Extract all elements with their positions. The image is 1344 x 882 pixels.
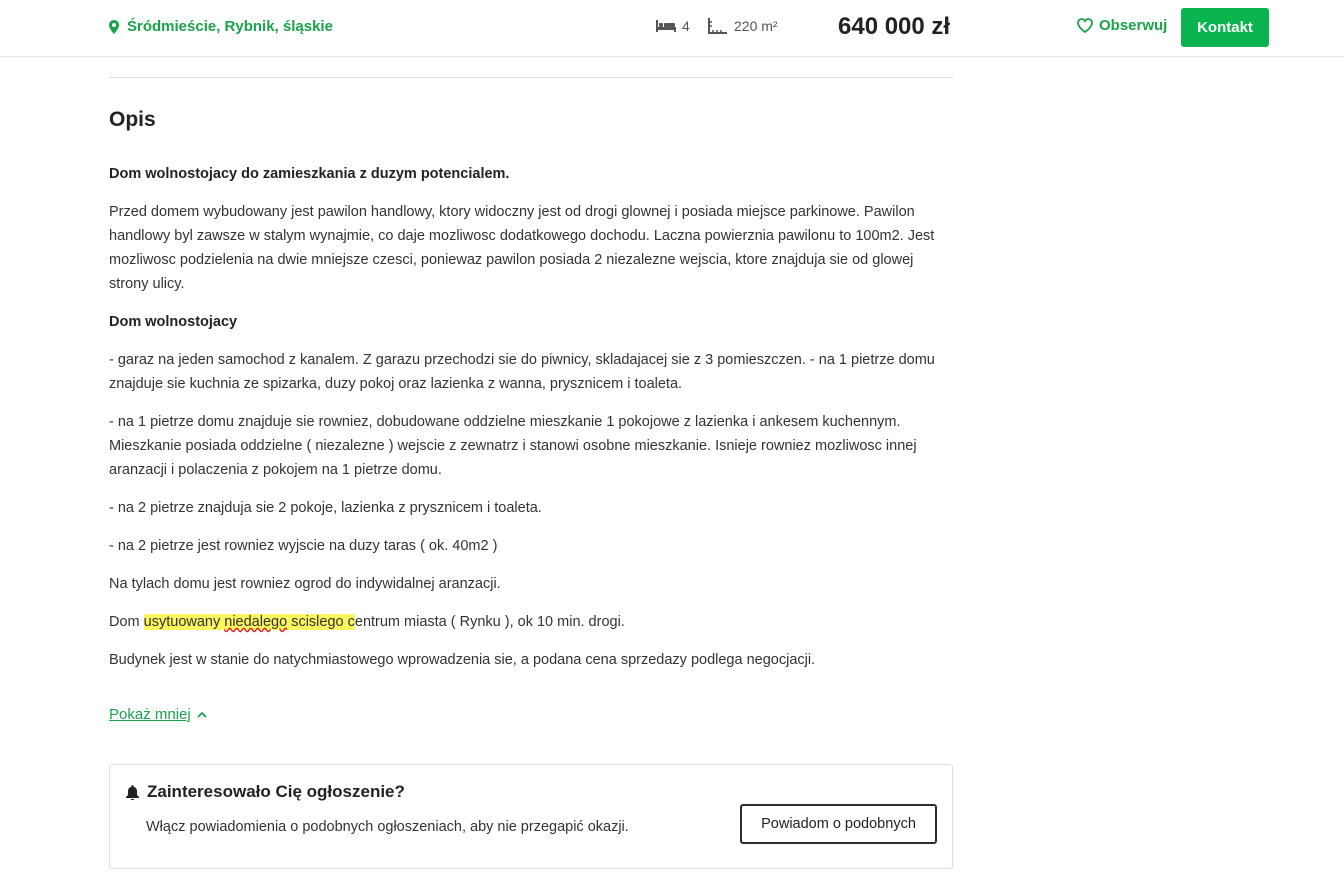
area-value: 220 m² [734, 18, 778, 34]
notification-box [109, 764, 953, 869]
location-link[interactable] [109, 18, 333, 35]
description-paragraph-highlighted [109, 610, 953, 634]
description-body [109, 162, 953, 686]
sticky-header [0, 0, 1344, 57]
description-heading: Dom wolnostojacy do zamieszkania z duzym potencialem. [109, 166, 510, 182]
observe-button[interactable] [1077, 17, 1167, 34]
notification-title-text: Zainteresowało Cię ogłoszenie? [147, 782, 405, 801]
chevron-up-icon [197, 711, 207, 718]
underlined-text: niedalego [224, 614, 288, 630]
text-fragment: entrum miasta ( Rynku ), ok 10 min. drogi. [354, 614, 625, 630]
text-fragment: Dom [109, 614, 144, 630]
rooms-info [656, 18, 690, 34]
description-paragraph: - garaz na jeden samochod z kanalem. Z garazu przechodzi sie do piwnicy, skladajacej sie z 3 pomieszczen. - na 1 pietrze domu znajduje sie kuchnia ze spizarka, duzy pokoj oraz lazienka z wanna, prysznicem i toaleta. [109, 352, 935, 392]
area-info [708, 18, 778, 34]
observe-label: Obserwuj [1099, 17, 1168, 34]
description-paragraph: - na 2 pietrze jest rowniez wyjscie na duzy taras ( ok. 40m2 ) [109, 538, 498, 554]
description-paragraph: - na 2 pietrze znajduja sie 2 pokoje, lazienka z prysznicem i toaleta. [109, 500, 542, 516]
notification-title [126, 782, 405, 802]
notify-similar-button[interactable]: Powiadom o podobnych [740, 804, 937, 844]
bed-icon [656, 18, 676, 34]
show-less-label: Pokaż mniej [109, 706, 191, 723]
rooms-count: 4 [682, 18, 690, 34]
map-pin-icon [109, 20, 119, 34]
description-subheading: Dom wolnostojacy [109, 314, 238, 330]
description-title: Opis [109, 108, 156, 131]
price: 640 000 zł [838, 13, 951, 40]
description-paragraph: Przed domem wybudowany jest pawilon handlowy, ktory widoczny jest od drogi glownej i posiada miejsce parkinowe. Pawilon handlowy byl zawsze w stalym wynajmie, co daje mozliwosc dodatkowego dochodu. Laczna powierznia pawilonu to 100m2. Jest mozliwosc podzielenia na dwie mniejsze czesci, poniewaz pawilon posiada 2 niezalezne wejscia, ktore znajduja sie od glowej strony ulicy. [109, 204, 935, 292]
description-paragraph: Budynek jest w stanie do natychmiastowego wprowadzenia sie, a podana cena sprzedazy podlega negocjacji. [109, 652, 816, 668]
divider [109, 77, 953, 78]
description-paragraph: - na 1 pietrze domu znajduje sie rowniez, dobudowane oddzielne mieszkanie 1 pokojowe z lazienka i ankesem kuchennym. Mieszkanie posiada oddzielne ( niezalezne ) wejscie z zewnatrz i stanowi osobne mieszkanie. Isnieje rowniez mozliwosc innej aranzacji i polaczenia z pokojem na 1 pietrze domu. [109, 414, 917, 478]
show-less-link[interactable] [109, 706, 207, 723]
text-fragment: scislego c [287, 614, 355, 630]
contact-button[interactable]: Kontakt [1181, 8, 1269, 47]
area-ruler-icon [708, 18, 728, 34]
location-text: Śródmieście, Rybnik, śląskie [127, 18, 333, 35]
text-fragment: usytuowany [143, 614, 225, 630]
description-paragraph: Na tylach domu jest rowniez ogrod do indywidalnej aranzacji. [109, 576, 501, 592]
heart-icon [1077, 18, 1093, 33]
bell-icon [126, 785, 139, 800]
notification-description: Włącz powiadomienia o podobnych ogłoszeniach, aby nie przegapić okazji. [146, 819, 629, 835]
highlighted-text [144, 614, 355, 630]
